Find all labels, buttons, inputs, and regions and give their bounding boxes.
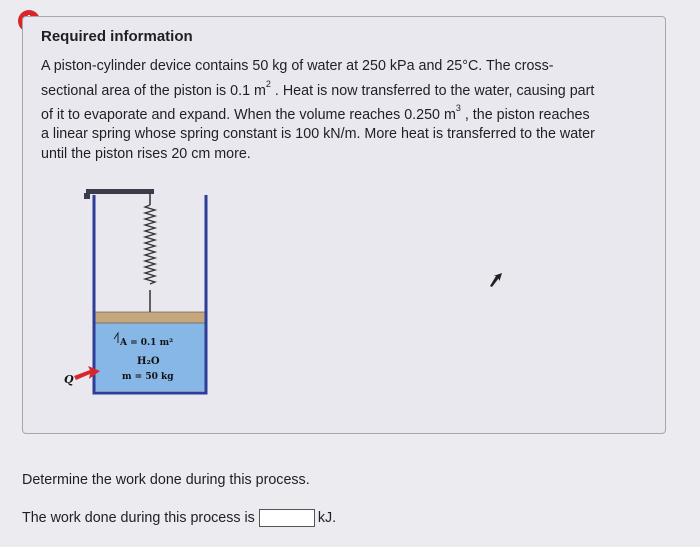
problem-text-part-1: A piston-cylinder device contains 50 kg of water at 250 kPa and 25°C. The cross-sectional area of the piston is 0.1 m <box>41 58 554 99</box>
area-label: A = 0.1 m² <box>120 338 174 348</box>
area-unit-exponent: 2 <box>265 78 271 89</box>
top-support-bracket <box>84 193 90 199</box>
cursor-arrow-icon <box>488 272 504 288</box>
top-support-bar <box>86 189 154 194</box>
problem-text-part-3: , the piston reaches a linear spring whose spring constant is 100 kN/m. More heat is transferred to the water until the piston rises 20 cm more. <box>41 106 595 162</box>
answer-line <box>22 509 336 527</box>
answer-prefix: The work done during this process is <box>22 510 255 526</box>
answer-unit: kJ. <box>317 510 337 526</box>
substance-label: H₂O <box>137 356 160 367</box>
info-heading: Required information <box>41 28 193 45</box>
piston <box>95 312 205 323</box>
volume-unit-exponent: 3 <box>455 102 461 113</box>
mass-label: m = 50 kg <box>122 372 174 382</box>
work-answer-input[interactable] <box>259 509 315 527</box>
heat-label: Q <box>64 373 74 386</box>
problem-text-part-2: . Heat is now transferred to the water, causing part of it to evaporate and expand. When the volume reaches 0.250 m <box>41 82 595 123</box>
question-text: Determine the work done during this process. <box>22 472 310 488</box>
problem-statement <box>41 57 601 164</box>
spring <box>145 205 155 284</box>
piston-cylinder-figure <box>52 175 222 400</box>
